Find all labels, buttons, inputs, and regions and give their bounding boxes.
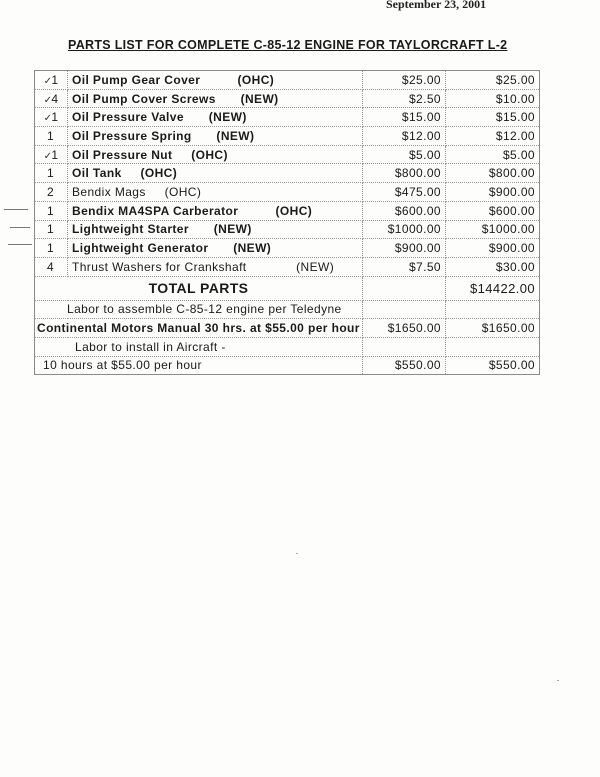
table-row bbox=[35, 183, 540, 202]
table-row bbox=[35, 239, 540, 258]
labor-assemble-total: $1650.00 bbox=[446, 319, 540, 338]
table-row bbox=[35, 220, 540, 239]
qty-cell: ✓1 bbox=[35, 108, 68, 127]
table-row bbox=[35, 164, 540, 183]
total-price-cell: $5.00 bbox=[446, 145, 540, 164]
total-price-cell: $1000.00 bbox=[446, 220, 540, 239]
description-cell: Oil Pump Gear Cover (OHC) bbox=[68, 71, 363, 90]
labor-install-line1: Labor to install in Aircraft - bbox=[35, 337, 363, 356]
unit-price-cell: $1000.00 bbox=[363, 220, 446, 239]
total-price-cell: $30.00 bbox=[446, 257, 540, 276]
table-row bbox=[35, 108, 540, 127]
margin-pen-mark bbox=[4, 209, 28, 210]
checkmark-icon: ✓ bbox=[43, 75, 53, 87]
qty-cell: ✓1 bbox=[35, 145, 68, 164]
qty-cell: ✓1 bbox=[35, 71, 68, 90]
checkmark-icon: ✓ bbox=[43, 150, 53, 162]
unit-price-cell: $7.50 bbox=[363, 257, 446, 276]
total-price-cell: $10.00 bbox=[446, 89, 540, 108]
description-cell: Oil Pressure Spring (NEW) bbox=[68, 127, 363, 146]
labor-empty-cell bbox=[363, 337, 446, 356]
total-parts-label: TOTAL PARTS bbox=[35, 276, 363, 300]
description-cell: Thrust Washers for Crankshaft (NEW) bbox=[68, 257, 363, 276]
labor-row bbox=[35, 356, 540, 375]
table-row bbox=[35, 257, 540, 276]
checkmark-icon: ✓ bbox=[43, 94, 53, 106]
description-cell: Lightweight Generator (NEW) bbox=[68, 239, 363, 258]
unit-price-cell: $15.00 bbox=[363, 108, 446, 127]
labor-install-unit: $550.00 bbox=[363, 356, 446, 375]
qty-cell: ✓4 bbox=[35, 89, 68, 108]
labor-install-line2: 10 hours at $55.00 per hour bbox=[35, 356, 363, 375]
unit-price-cell: $2.50 bbox=[363, 89, 446, 108]
parts-table bbox=[34, 70, 540, 375]
unit-price-cell: $600.00 bbox=[363, 201, 446, 220]
qty-cell: 1 bbox=[35, 201, 68, 220]
total-price-cell: $900.00 bbox=[446, 183, 540, 202]
table-row bbox=[35, 127, 540, 146]
total-price-cell: $15.00 bbox=[446, 108, 540, 127]
description-cell: Bendix MA4SPA Carberator (OHC) bbox=[68, 201, 363, 220]
total-price-cell: $800.00 bbox=[446, 164, 540, 183]
labor-empty-cell bbox=[446, 300, 540, 319]
paper-speck bbox=[557, 680, 559, 681]
margin-pen-mark bbox=[8, 244, 32, 245]
table-row bbox=[35, 201, 540, 220]
labor-assemble-unit: $1650.00 bbox=[363, 319, 446, 338]
labor-assemble-line1: Labor to assemble C-85-12 engine per Teledyne bbox=[35, 300, 363, 319]
description-cell: Oil Pressure Nut (OHC) bbox=[68, 145, 363, 164]
document-title: PARTS LIST FOR COMPLETE C-85-12 ENGINE FOR TAYLORCRAFT L-2 bbox=[68, 38, 508, 52]
total-price-cell: $12.00 bbox=[446, 127, 540, 146]
labor-assemble-line2: Continental Motors Manual 30 hrs. at $55.00 per hour bbox=[35, 319, 363, 338]
qty-cell: 4 bbox=[35, 257, 68, 276]
qty-cell: 1 bbox=[35, 164, 68, 183]
unit-price-cell: $900.00 bbox=[363, 239, 446, 258]
total-empty-cell bbox=[363, 276, 446, 300]
unit-price-cell: $5.00 bbox=[363, 145, 446, 164]
labor-row bbox=[35, 300, 540, 319]
document-date: September 23, 2001 bbox=[386, 0, 487, 11]
qty-cell: 1 bbox=[35, 239, 68, 258]
description-cell: Bendix Mags (OHC) bbox=[68, 183, 363, 202]
total-price-cell: $25.00 bbox=[446, 71, 540, 90]
checkmark-icon: ✓ bbox=[43, 113, 53, 125]
description-cell: Lightweight Starter (NEW) bbox=[68, 220, 363, 239]
labor-empty-cell bbox=[446, 337, 540, 356]
unit-price-cell: $12.00 bbox=[363, 127, 446, 146]
labor-install-total: $550.00 bbox=[446, 356, 540, 375]
unit-price-cell: $800.00 bbox=[363, 164, 446, 183]
table-row bbox=[35, 145, 540, 164]
table-row bbox=[35, 89, 540, 108]
labor-row bbox=[35, 319, 540, 338]
qty-cell: 1 bbox=[35, 220, 68, 239]
description-cell: Oil Pump Cover Screws (NEW) bbox=[68, 89, 363, 108]
unit-price-cell: $25.00 bbox=[363, 71, 446, 90]
qty-cell: 1 bbox=[35, 127, 68, 146]
qty-cell: 2 bbox=[35, 183, 68, 202]
labor-row bbox=[35, 337, 540, 356]
margin-pen-mark bbox=[10, 227, 30, 228]
total-row bbox=[35, 276, 540, 300]
description-cell: Oil Pressure Valve (NEW) bbox=[68, 108, 363, 127]
labor-empty-cell bbox=[363, 300, 446, 319]
table-row bbox=[35, 71, 540, 90]
total-price-cell: $900.00 bbox=[446, 239, 540, 258]
total-price-cell: $600.00 bbox=[446, 201, 540, 220]
paper-speck bbox=[296, 553, 298, 554]
total-parts-value: $14422.00 bbox=[446, 276, 540, 300]
unit-price-cell: $475.00 bbox=[363, 183, 446, 202]
description-cell: Oil Tank (OHC) bbox=[68, 164, 363, 183]
